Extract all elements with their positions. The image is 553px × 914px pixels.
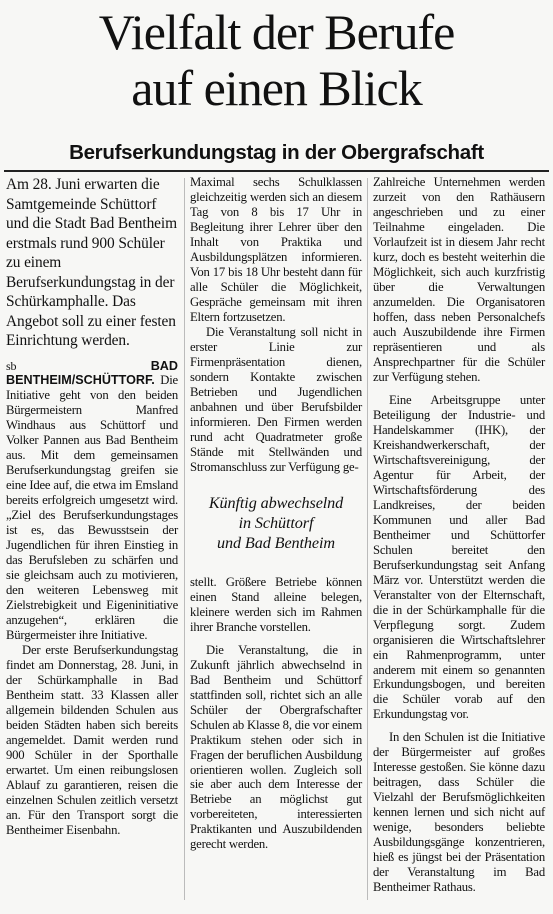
paragraph-4-cont: stellt. Größere Betriebe können einen Stand alleine belegen, kleinere werden sich im Rahmen ihrer Branche vorstellen. (190, 574, 362, 634)
paragraph-6-cont: Zahlreiche Unternehmen werden zurzeit von den Rathäusern angeschrieben und zu einer Teilnahme eingeladen. Die Vorlaufzeit ist in diesem Jahr recht kurz, doch es besteht weiterhin die Möglichkeit, sich auch kurzfristig über die Verwaltungen anzumelden. Die Organisatoren hoffen, dass neben Personalchefs auch Auszubildende ihre Firmen repräsentieren und als Ansprechpartner für die Schüler zur Verfügung stehen. (373, 175, 545, 384)
column-divider (184, 178, 185, 900)
dateline-paragraph (6, 359, 178, 644)
pull-quote-line: und Bad Bentheim (217, 533, 335, 552)
paragraph-5: Die Veranstaltung, die in Zukunft jährlich abwechselnd in Bad Bentheim und Schüttorf stattfinden soll, richtet sich an alle Schüler der Obergrafschafter Schulen ab Klasse 8, die vor einem Praktikum stehen oder sich in Fragen der beruflichen Ausbildung orientieren wollen. Zugleich soll sie aber auch dem Interesse der Betriebe an möglichst gut vorbereiteten, interessierten Praktikanten und Auszubildenden gerecht werden. (190, 642, 362, 852)
dateline: BAD BENTHEIM/SCHÜTTORF. (6, 358, 178, 388)
paragraph-4: Die Veranstaltung soll nicht in erster Linie zur Firmenpräsentation dienen, sondern Kontakte zwischen Betrieben und Jugendlichen anbahnen und über Berufsbilder informieren. Den Firmen werden rund acht Quadratmeter große Stände mit Stellwänden und Stromanschluss zur Verfügung ge- (190, 324, 362, 474)
paragraph-8: In den Schulen ist die Initiative der Bürgermeister auf großes Interesse gestoßen. Sie könne dazu beitragen, dass Schüler die Vielzahl der Berufsmöglichkeiten kennen lernen und sich nicht auf wenige, besonders beliebte Ausbildungsgänge konzentrieren, hieß es jüngst bei der Präsentation der Veranstaltung im Bad Bentheimer Rathaus. (373, 730, 545, 895)
byline: sb (6, 358, 17, 373)
paragraph-1: Die Initiative geht von den beiden Bürgermeistern Manfred Windhaus aus Schüttorf und Volker Pannen aus Bad Bentheim aus. Mit dem gemeinsamen Berufserkundungstag greifen sie eine Idee auf, die etwa im Emsland bereits erfolgreich umgesetzt wird. „Ziel des Berufserkundungstages ist es, das Bewusstsein der Jugendlichen für ihren Einstieg in das Berufsleben zu schärfen und sie gleichsam auch zu motivieren, den weiteren Lebensweg mit Zielstrebigkeit und Eigeninitiative anzugehen“, erklären die Bürgermeister ihre Initiative. (6, 373, 178, 643)
subheadline: Berufserkundungstag in der Obergrafschaft (69, 141, 484, 164)
pull-quote-line: Künftig abwechselnd (208, 493, 344, 512)
top-rule (4, 170, 549, 172)
lead-paragraph: Am 28. Juni erwarten die Samtgemeinde Schüttorf und die Stadt Bad Bentheim erstmals rund 900 Schüler zu einem Berufserkundungstag in der Schürkamphalle. Das Angebot soll zu einer festen Einrichtung werden. (6, 176, 177, 349)
article-column-1 (6, 175, 178, 838)
headline-line-2: auf einen Blick (131, 60, 422, 116)
pull-quote-line: in Schüttorf (238, 513, 314, 532)
article-column-3 (373, 175, 545, 895)
pull-quote (194, 489, 358, 561)
article-column-2 (190, 175, 362, 860)
paragraph-3-cont: Maximal sechs Schulklassen gleichzeitig werden sich an diesem Tag von 8 bis 17 Uhr in Begleitung ihrer Lehrer über den Inhalt von Praktika und Ausbildungsplätzen informieren. Von 17 bis 18 Uhr besteht dann für alle Schüler die Möglichkeit, Gespräche gemeinsam mit ihren Eltern fortzusetzen. (190, 175, 362, 324)
paragraph-7: Eine Arbeitsgruppe unter Beteiligung der Industrie- und Handelskammer (IHK), der Kreishandwerkerschaft, der Wirtschaftsvereinigung, der Agentur für Arbeit, der Wirtschaftsförderung des Landkreises, der beiden Kommunen und aller Bad Bentheimer und Schüttorfer Schulen bereitet den Berufserkundungstag seit Anfang März vor. Unterstützt werden die Veranstalter von der Elternschaft, die in der Schürkamphalle für die Verpflegung sorgt. Zudem organisieren die Wirtschaftslehrer ein Rahmenprogramm, unter anderem mit einem so genannten Erkundungsbogen, und bereiten die Schüler vorab auf den Erkundungstag vor. (373, 392, 545, 722)
column-divider (367, 178, 368, 900)
headline-line-1: Vielfalt der Berufe (98, 4, 455, 60)
headline (0, 4, 553, 116)
paragraph-2: Der erste Berufserkundungstag findet am Donnerstag, 28. Juni, in der Schürkamphalle in Bad Bentheim statt. 33 Klassen aller allgemein bildenden Schulen aus beiden Städten haben sich bereits angemeldet. Damit werden rund 900 Schüler in der Sporthalle erwartet. Um einen reibungslosen Ablauf zu garantieren, reisen die einzelnen Schulen zeitlich versetzt an. Für den Transport sorgt die Bentheimer Eisenbahn. (6, 643, 178, 838)
